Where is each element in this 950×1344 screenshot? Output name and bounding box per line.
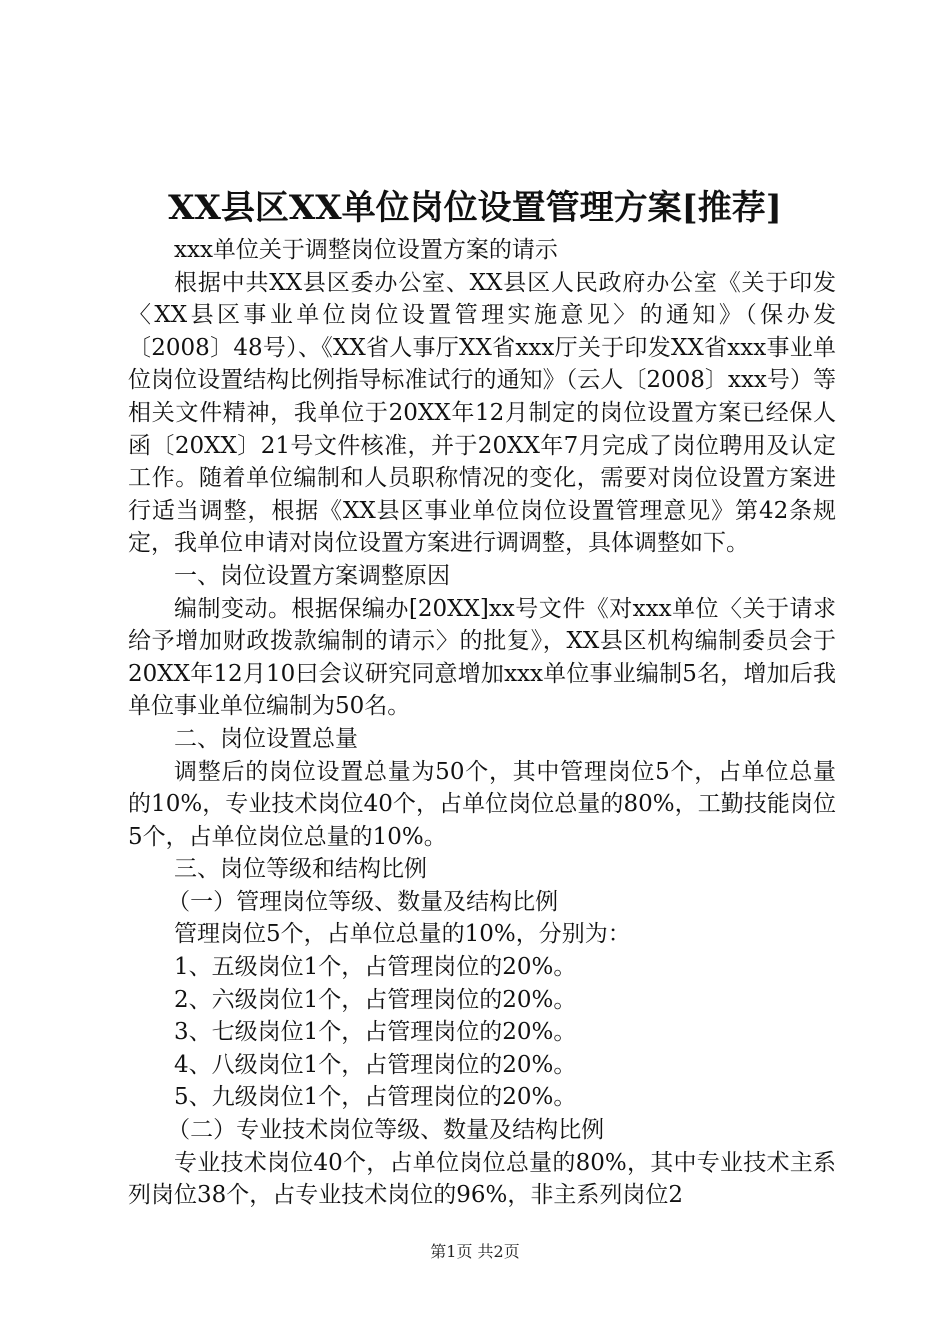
paragraph-technical-summary: 专业技术岗位40个，占单位岗位总量的80%，其中专业技术主系列岗位38个，占专业技术岗位的96%，非主系列岗位2	[128, 1149, 836, 1209]
subheading-technical-posts: （二）专业技术岗位等级、数量及结构比例	[167, 1117, 605, 1144]
heading-total-posts: 二、岗位设置总量	[174, 725, 358, 752]
heading-adjust-reason: 一、岗位设置方案调整原因	[174, 562, 450, 589]
page-number-footer: 第1页 共2页	[430, 1242, 520, 1261]
subheading-management-posts: （一）管理岗位等级、数量及结构比例	[167, 888, 559, 915]
list-item: 1、五级岗位1个，占管理岗位的20%。	[174, 954, 577, 981]
list-item: 4、八级岗位1个，占管理岗位的20%。	[174, 1051, 577, 1078]
paragraph-basis: 根据中共XX县区委办公室、XX县区人民政府办公室《关于印发〈XX县区事业单位岗位设置管理实施意见〉的通知》（保办发〔2008〕48号）、《XX省人事厅XX省xxx厅关于印发XX省xxx事业单位岗位设置结构比例指导标准试行的通知》（云人〔2008〕xxx号）等相关文件精神，我单位于20XX年12月制定的岗位设置方案已经保人函〔20XX〕21号文件核准，并于20XX年7月完成了岗位聘用及认定工作。随着单位编制和人员职称情况的变化，需要对岗位设置方案进行适当调整，根据《XX县区事业单位岗位设置管理意见》第42条规定，我单位申请对岗位设置方案进行调调整，具体调整如下。	[128, 269, 836, 557]
list-item: 2、六级岗位1个，占管理岗位的20%。	[174, 986, 577, 1013]
list-item: 5、九级岗位1个，占管理岗位的20%。	[174, 1084, 577, 1111]
list-item: 3、七级岗位1个，占管理岗位的20%。	[174, 1019, 577, 1046]
document-body	[128, 234, 836, 1212]
document-title: XX县区XX单位岗位设置管理方案[推荐]	[168, 188, 782, 228]
paragraph-request-title: xxx单位关于调整岗位设置方案的请示	[174, 237, 558, 263]
paragraph-total-posts: 调整后的岗位设置总量为50个，其中管理岗位5个，占单位总量的10%，专业技术岗位40个，占单位岗位总量的80%，工勤技能岗位5个，占单位岗位总量的10%。	[128, 758, 836, 850]
paragraph-staffing-change: 编制变动。根据保编办[20XX]xx号文件《对xxx单位〈关于请求给予增加财政拨款编制的请示〉的批复》，XX县区机构编制委员会于20XX年12月10曰会议研究同意增加xxx单位事业编制5名，增加后我单位事业单位编制为50名。	[128, 595, 836, 720]
heading-post-levels: 三、岗位等级和结构比例	[174, 856, 427, 883]
paragraph-management-summary: 管理岗位5个，占单位总量的10%，分别为：	[174, 921, 631, 948]
